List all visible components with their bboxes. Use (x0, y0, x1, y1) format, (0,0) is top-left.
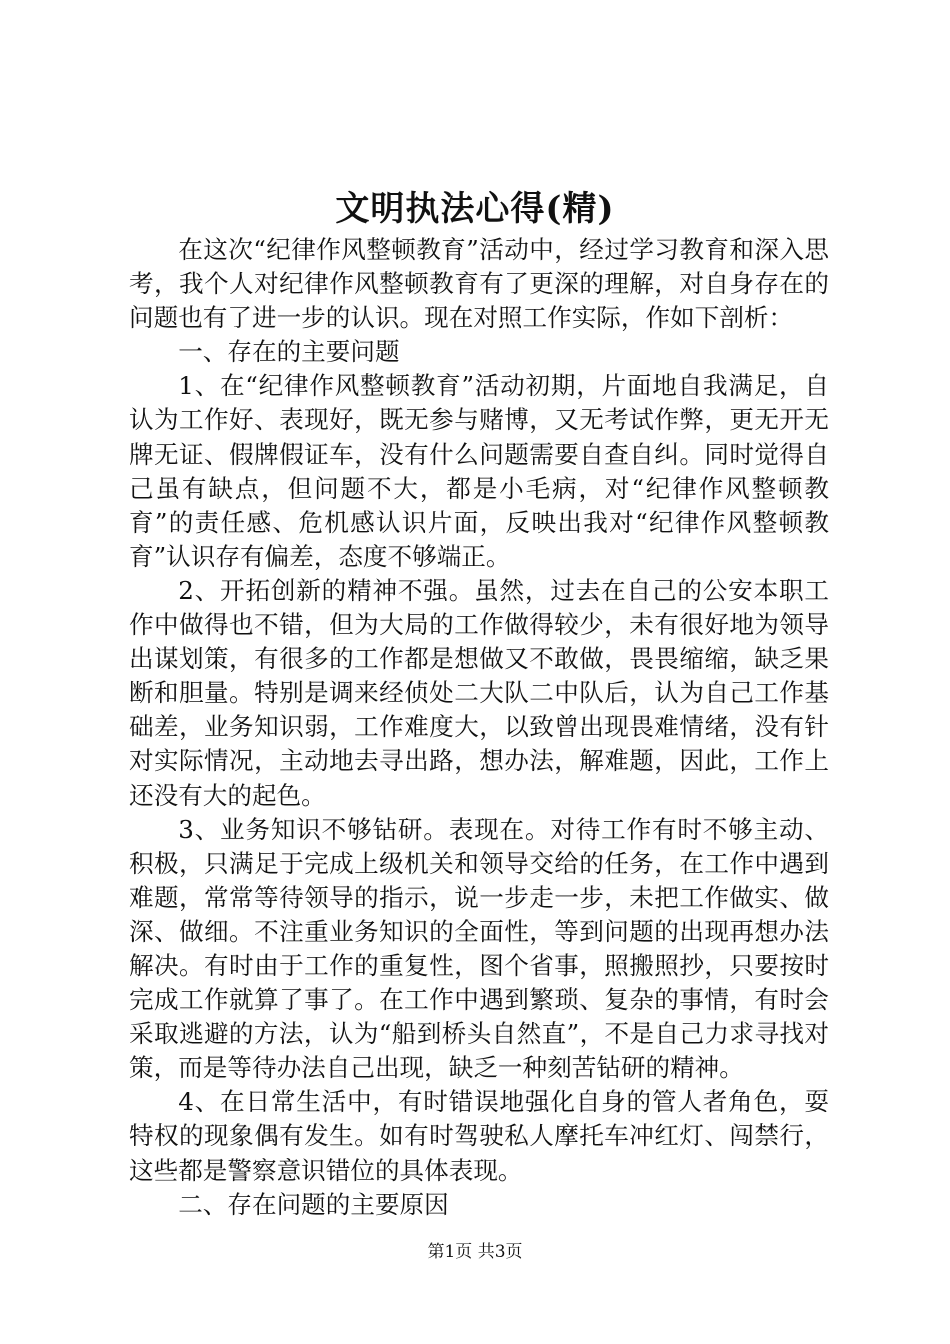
page-footer: 第1页 共3页 (427, 1242, 523, 1262)
paragraph-item-4: 4、在日常生活中，有时错误地强化自身的管人者角色，耍特权的现象偶有发生。如有时驾驶私人摩托车冲红灯、闯禁行，这些都是警察意识错位的具体表现。 (129, 1087, 829, 1185)
paragraph-item-2: 2、开拓创新的精神不强。虽然，过去在自己的公安本职工作中做得也不错，但为大局的工作做得较少，未有很好地为领导出谋划策，有很多的工作都是想做又不敢做，畏畏缩缩，缺乏果断和胆量。特别是调来经侦处二大队二中队后，认为自己工作基础差，业务知识弱，工作难度大，以致曾出现畏难情绪，没有针对实际情况，主动地去寻出路，想办法，解难题，因此，工作上还没有大的起色。 (129, 575, 829, 810)
paragraph-intro: 在这次“纪律作风整顿教育”活动中，经过学习教育和深入思考，我个人对纪律作风整顿教育有了更深的理解，对自身存在的问题也有了进一步的认识。现在对照工作实际，作如下剖析： (129, 235, 829, 333)
document-title: 文明执法心得(精) (335, 189, 615, 229)
section-heading-problems: 一、存在的主要问题 (178, 337, 400, 367)
document-body (129, 233, 829, 1222)
paragraph-item-3: 3、业务知识不够钻研。表现在。对待工作有时不够主动、积极，只满足于完成上级机关和领导交给的任务，在工作中遇到难题，常常等待领导的指示，说一步走一步，未把工作做实、做深、做细。不注重业务知识的全面性，等到问题的出现再想办法解决。有时由于工作的重复性，图个省事，照搬照抄，只要按时完成工作就算了事了。在工作中遇到繁琐、复杂的事情，有时会采取逃避的方法，认为“船到桥头自然直”，不是自己力求寻找对策，而是等待办法自己出现，缺乏一种刻苦钻研的精神。 (129, 814, 829, 1083)
section-heading-causes: 二、存在问题的主要原因 (178, 1189, 449, 1219)
paragraph-item-1: 1、在“纪律作风整顿教育”活动初期，片面地自我满足，自认为工作好、表现好，既无参与赌博，又无考试作弊，更无开无牌无证、假牌假证车，没有什么问题需要自查自纠。同时觉得自己虽有缺点，但问题不大，都是小毛病，对“纪律作风整顿教育”的责任感、危机感认识片面，反映出我对“纪律作风整顿教育”认识存有偏差，态度不够端正。 (129, 371, 829, 571)
